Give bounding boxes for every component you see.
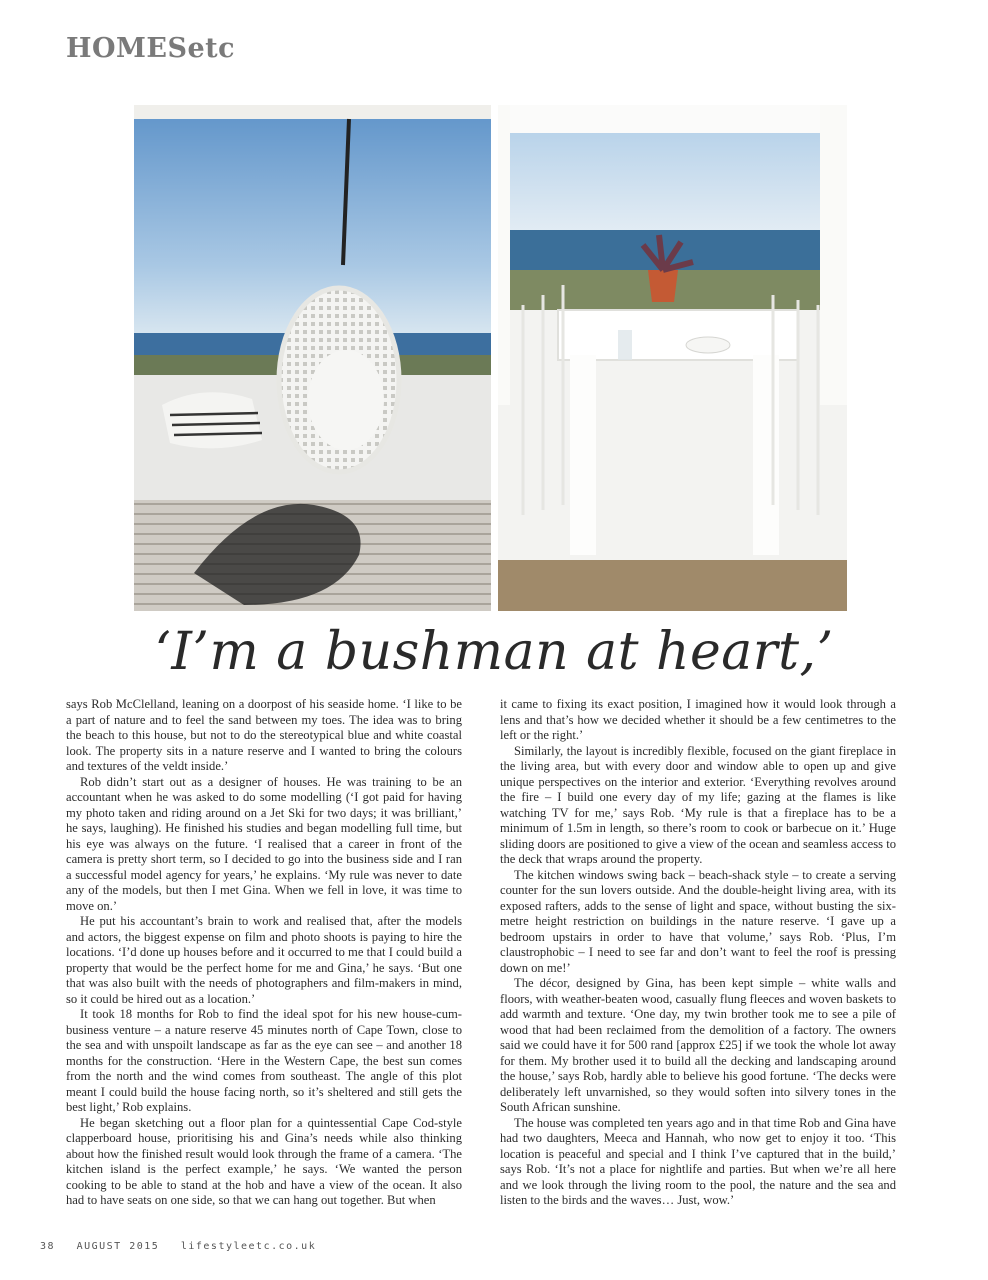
- paragraph: It took 18 months for Rob to find the ideal spot for his new house-cum-business venture – a nature reserve 45 minutes north of Cape Town, close to the sea and with unspoilt landscape as far as the eye can see – and another 18 months for the construction. ‘Here in the Western Cape, the best sun comes from the north and the wind comes from southeast. The angle of this plot meant I could build the house facing north, so it’s sheltered and still gets the best light,’ Rob explains.: [66, 1007, 462, 1114]
- hanging-egg-chair-photo: [134, 105, 491, 611]
- paragraph: Rob didn’t start out as a designer of houses. He was training to be an accountant when he was asked to do some modelling (‘I got paid for having my photo taken and riding around on a Jet Ski for two days; it was brilliant,’ he says, laughing). He finished his studies and began modelling full time, but his eye was always on the future. ‘I realised that a career in front of the camera is pretty short term, so I decided to go into the business side and I ran a successful model agency for years,’ he explains. ‘My rule was never to date any of the models, but then I met Gina. When we fell in love, it was time to move on.’: [66, 774, 462, 913]
- dining-table-sea-view-photo: [498, 105, 847, 611]
- headline: ‘I’m a bushman at heart,’: [154, 622, 834, 682]
- paragraph: it came to fixing its exact position, I imagined how it would look through a lens and that’s how we decided whether it should be a few centimetres to the left or the right.’: [500, 697, 896, 742]
- paragraph: Similarly, the layout is incredibly flexible, focused on the giant fireplace in the living area, but with every door and window able to open up and give unique perspectives on the interior and exterior. ‘Everything revolves around the fire – I build one every day of my life; gazing at the flames is like watching TV for me,’ says Rob. ‘My rule is that a fireplace has to be a minimum of 1.5m in length, so there’s room to cook or barbecue on it.’ Huge sliding doors are positioned to give a view of the ocean and seamless access to the deck that wraps around the property.: [500, 743, 896, 866]
- article-column-left: [66, 697, 462, 1209]
- paragraph: He put his accountant’s brain to work and realised that, after the models and actors, the biggest expense on film and photo shoots is paying to hire the locations. ‘I’d done up houses before and it occurred to me that I could build a property that would be the perfect home for me and Gina,’ he says. ‘But one that was also built with the needs of photographers and film-makers in mind, so it could be hired out as a location.’: [66, 914, 462, 1006]
- page-footer: [40, 1241, 330, 1252]
- paragraph: says Rob McClelland, leaning on a doorpost of his seaside home. ‘I like to be a part of nature and to feel the sand between my toes. The idea was to bring the beach to this house, but not to do the stereotypical blue and white coastal look. The property sits in a nature reserve and I wanted to bring the colours and textures of the veldt inside.’: [66, 697, 462, 773]
- article-column-right: [500, 697, 896, 1209]
- issue-date: AUGUST 2015: [76, 1241, 160, 1252]
- paragraph: The kitchen windows swing back – beach-shack style – to create a serving counter for the sun lovers outside. And the double-height living area, with its exposed rafters, adds to the sense of light and space, without busting the six-metre height restriction on buildings in the nature reserve. ‘I gave up a bedroom upstairs in order to have that volume,’ says Rob. ‘Plus, I’m claustrophobic – I need to see far and don’t want to feel the roof is pressing down on me!’: [500, 867, 896, 975]
- section-label: HOMESetc: [66, 33, 236, 64]
- paragraph: He began sketching out a floor plan for a quintessential Cape Cod-style clapperboard house, prioritising his and Gina’s needs while also thinking about how the finished result would look through the frame of a camera. ‘The kitchen island is the perfect example,’ he says. ‘We wanted the person cooking to be able to stand at the hob and have a view of the ocean. It also had to have seats on one side, so that we can hang out together. But when: [66, 1115, 462, 1207]
- page-number: 38: [40, 1241, 56, 1252]
- website-link[interactable]: lifestyleetc.co.uk: [180, 1241, 317, 1252]
- paragraph: The house was completed ten years ago and in that time Rob and Gina have had two daughters, Meeca and Hannah, who now get to enjoy it too. ‘This location is peaceful and special and I think I’ve captured that in the build,’ says Rob. ‘It’s not a place for nightlife and parties. But when we’re all here and we look through the living room to the pool, the nature and the sea and listen to the birds and the waves… Just, wow.’: [500, 1115, 896, 1207]
- paragraph: The décor, designed by Gina, has been kept simple – white walls and floors, with weather-beaten wood, casually flung fleeces and woven baskets to add warmth and texture. ‘One day, my twin brother took me to see a pile of wood that had been reclaimed from the demolition of a factory. The owners said we could have it for 500 rand [approx £25] if we took the whole lot away for them. My brother used it to build all the decking and landscaping around the house,’ says Rob, hardly able to believe his good fortune. ‘The decks were deliberately left unvarnished, so they would soften into silvery tones in the South African sunshine.: [500, 976, 896, 1114]
